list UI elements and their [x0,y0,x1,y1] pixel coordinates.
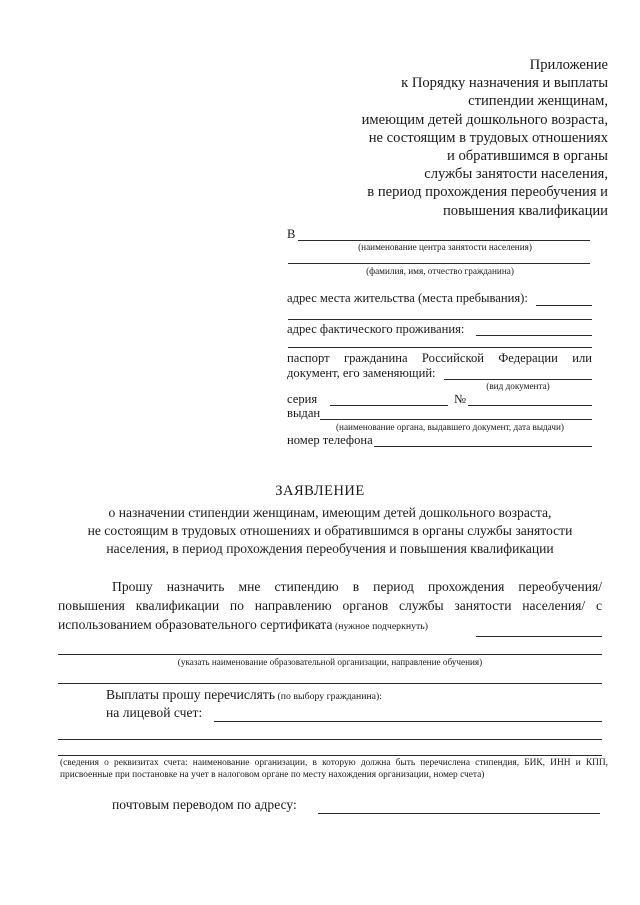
certificate-text: использованием образовательного сертификата [58,617,333,632]
series-label: серия [287,392,318,406]
document-title: ЗАЯВЛЕНИЕ [275,483,365,499]
document-type-caption: (вид документа) [486,381,550,391]
training-org-caption: (указать наименование образовательной организации, направление обучения) [177,657,483,667]
account-field-2[interactable] [58,739,602,740]
subtitle-line: о назначении стипендии женщинам, имеющим детей дошкольного возраста, [108,505,552,520]
actual-address-label: адрес фактического проживания: [287,322,465,336]
subtitle-line: не состоящим в трудовых отношениях и обратившимся в органы службы занятости [87,523,573,538]
to-prefix: В [287,227,296,241]
residence-address-field[interactable] [536,305,592,306]
actual-address-field[interactable] [476,335,592,336]
training-org-field-3[interactable] [58,683,602,684]
account-field[interactable] [214,721,602,722]
account-details-note: (сведения о реквизитах счета: наименование организации, в которую должна быть перечислена стипендия, БИК, ИНН и КПП, присвоенные при постановке на учет в налоговом органе по месту нахождения организации, номер счета) [60,758,608,780]
phone-field[interactable] [374,446,592,447]
issued-by-caption: (наименование органа, выдавшего документ, дата выдачи) [336,422,564,432]
appendix-line: и обратившимся в органы [447,148,608,165]
residence-address-field-2[interactable] [288,319,592,320]
payment-intro-text: Выплаты прошу перечислять [106,687,276,702]
issued-label: выдан [287,406,321,420]
request-line2: повышения квалификации по направлению органов службы занятости населения/ с [58,598,602,613]
request-line3 [58,616,428,637]
postal-transfer-label: почтовым переводом по адресу: [112,797,297,812]
subtitle-line: населения, в период прохождения переобучения и повышения квалификации [106,541,554,556]
appendix-line: имеющим детей дошкольного возраста, [361,111,608,128]
account-label: на лицевой счет: [106,705,203,720]
training-org-field-2[interactable] [58,654,602,655]
center-name-field[interactable] [298,240,590,241]
number-label: № [454,392,467,406]
appendix-line: повышения квалификации [442,202,608,219]
appendix-line: Приложение [529,57,608,73]
actual-address-field-2[interactable] [288,347,592,348]
residence-address-label: адрес места жительства (места пребывания): [287,291,528,305]
full-name-field[interactable] [288,263,590,264]
appendix-line: стипендии женщинам, [468,93,608,110]
number-field[interactable] [468,405,592,406]
training-org-field[interactable] [476,636,602,637]
phone-label: номер телефона [287,433,373,447]
appendix-line: службы занятости населения, [424,166,608,183]
appendix-line: к Порядку назначения и выплаты [401,75,608,92]
payment-choice-hint: (по выбору гражданина): [275,691,383,702]
passport-label-line2: документ, его заменяющий: [287,366,436,380]
appendix-header [362,56,608,220]
appendix-line: в период прохождения переобучения и [367,184,608,201]
account-field-3[interactable] [58,755,602,756]
passport-label-line1: паспорт гражданина Российской Федерации или [287,351,592,365]
appendix-line: не состоящим в трудовых отношениях [368,129,608,146]
request-line1: Прошу назначить мне стипендию в период прохождения переобучения/ [112,579,602,594]
issued-by-field[interactable] [320,419,592,420]
postal-address-field[interactable] [318,813,600,814]
center-name-caption: (наименование центра занятости населения) [358,242,532,252]
document-type-field[interactable] [444,379,592,380]
series-field[interactable] [330,405,448,406]
underline-hint: (нужное подчеркнуть) [332,621,428,632]
full-name-caption: (фамилия, имя, отчество гражданина) [366,266,514,276]
